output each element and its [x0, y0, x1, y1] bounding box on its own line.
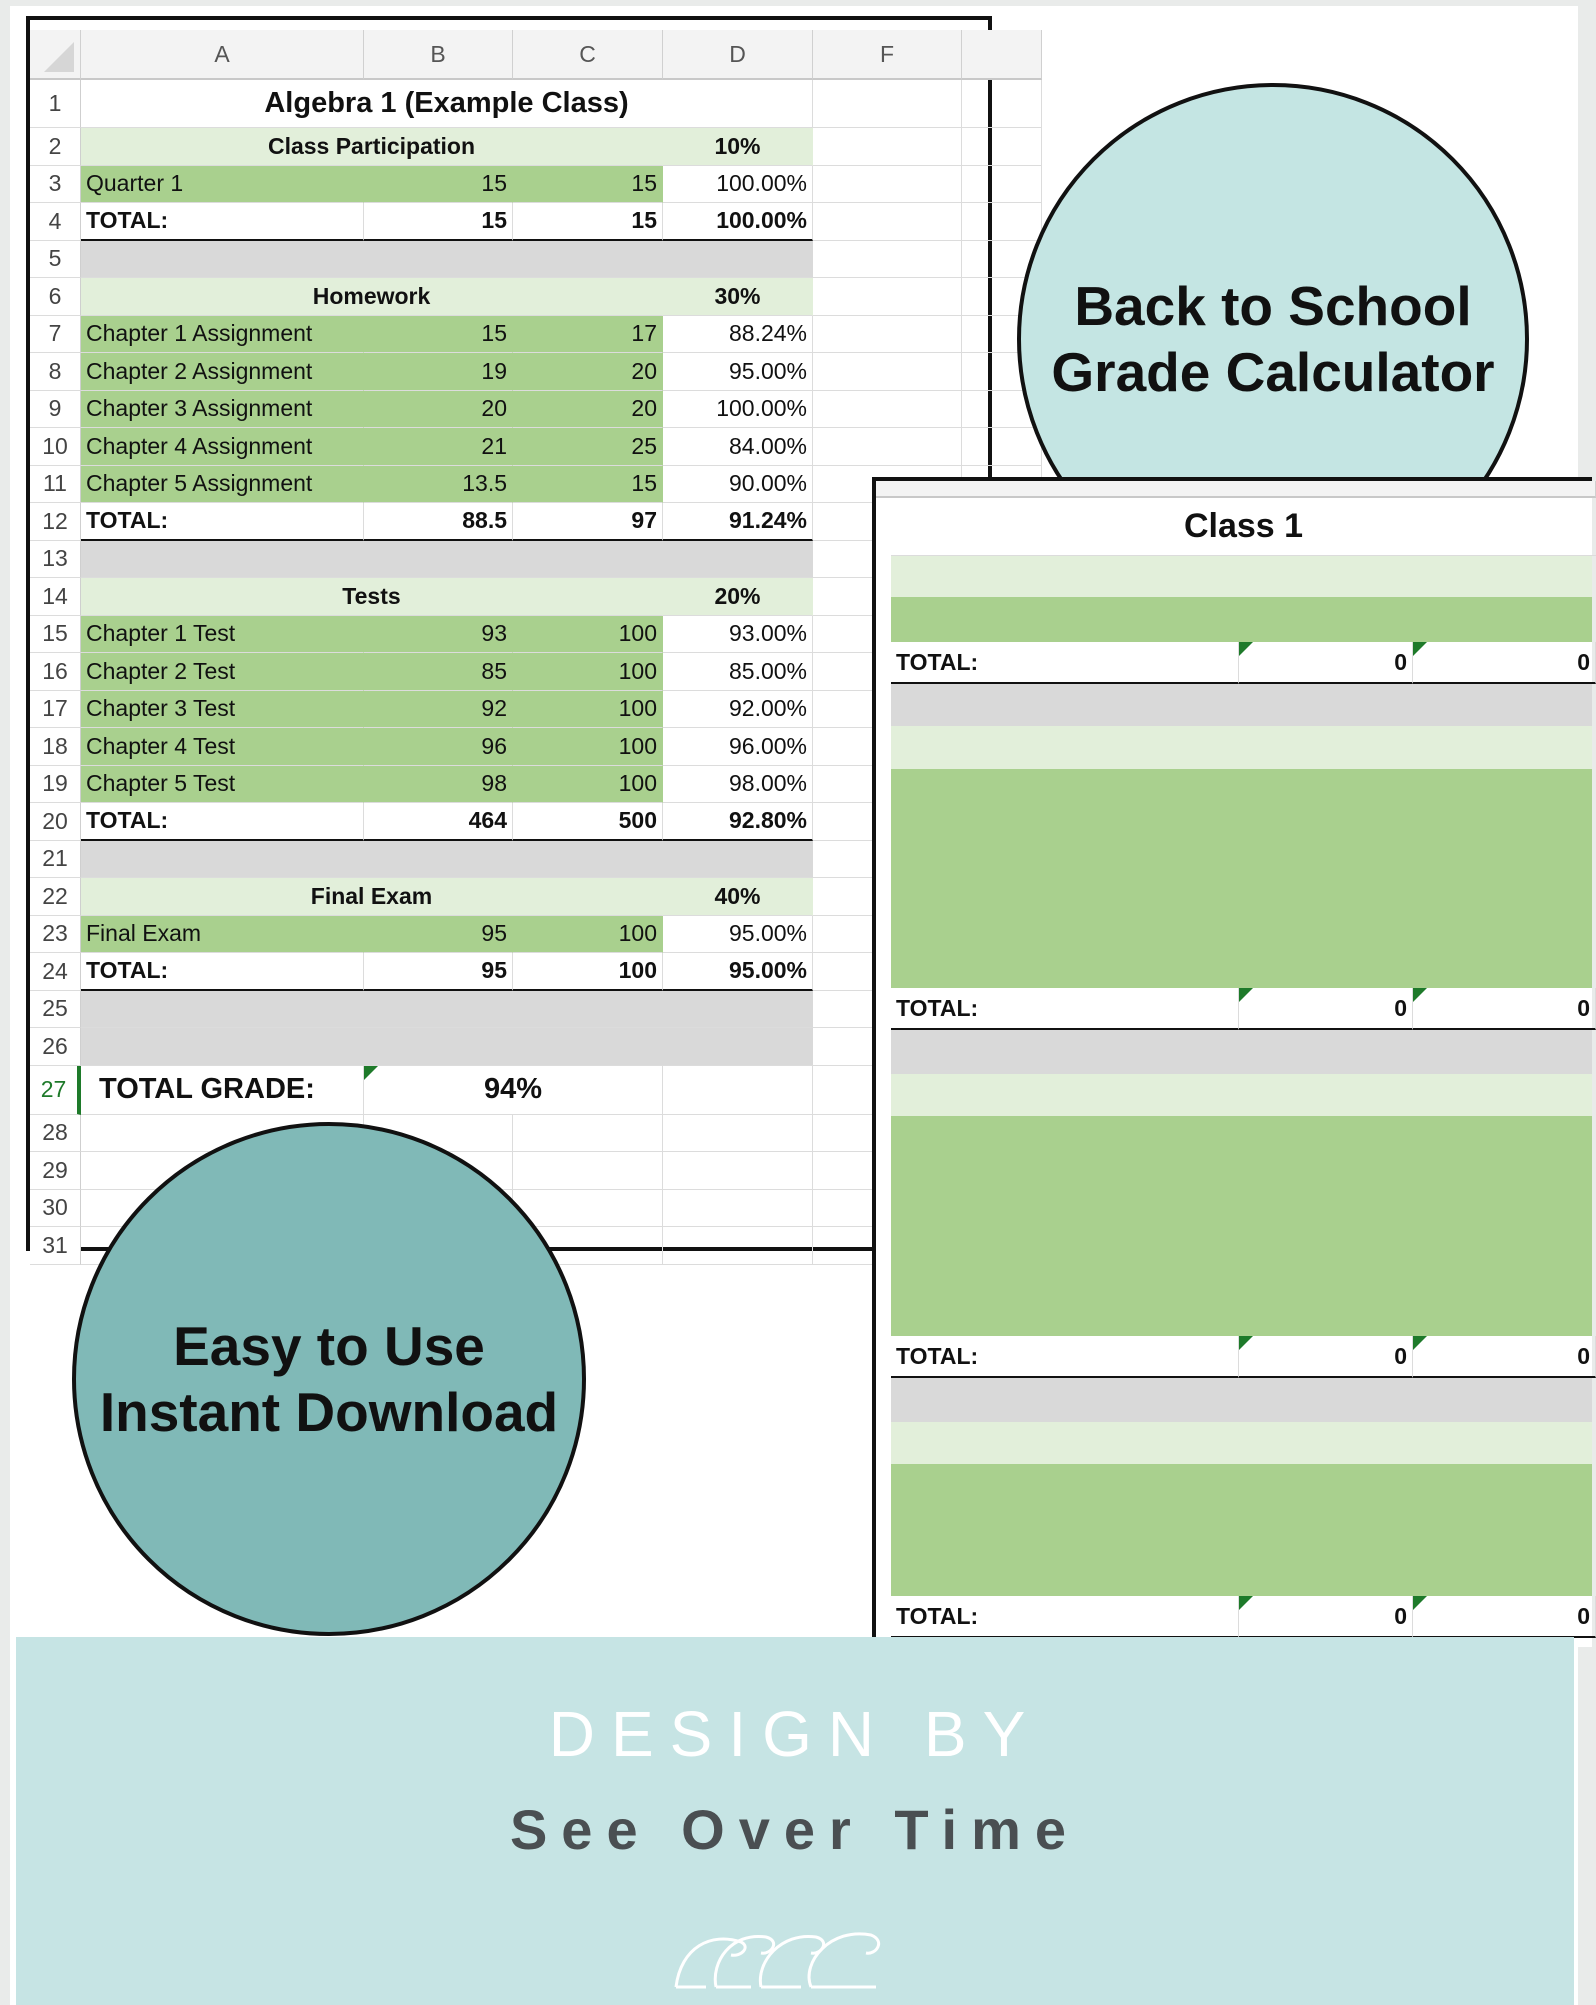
badge-line-1: Easy to Use: [173, 1315, 485, 1377]
points-earned[interactable]: 15: [364, 166, 513, 204]
empty-cell-g[interactable]: [962, 128, 1042, 166]
empty-cell-f[interactable]: [813, 241, 962, 279]
row-number[interactable]: 10: [30, 428, 81, 466]
empty-cell-g[interactable]: [962, 428, 1042, 466]
item-name[interactable]: Chapter 2 Assignment: [81, 353, 364, 391]
row-number[interactable]: 26: [30, 1028, 81, 1066]
total-earned[interactable]: 88.5: [364, 503, 513, 541]
total-earned[interactable]: 0: [1239, 1596, 1413, 1638]
empty-cell[interactable]: [513, 1190, 663, 1228]
empty-cell[interactable]: [663, 1227, 813, 1265]
total-earned[interactable]: 0: [1239, 642, 1413, 684]
section-label[interactable]: Final Exam: [81, 878, 663, 916]
row-number[interactable]: 12: [30, 503, 81, 541]
item-percent[interactable]: 95.00%: [663, 353, 813, 391]
section-label[interactable]: Class Participation: [81, 128, 663, 166]
example-class-spreadsheet: [26, 16, 992, 1258]
points-possible[interactable]: 100: [513, 653, 663, 691]
row-number[interactable]: 23: [30, 916, 81, 954]
row-number[interactable]: 27: [30, 1066, 81, 1115]
total-grade-label[interactable]: TOTAL GRADE:: [81, 1066, 364, 1115]
row-number[interactable]: 29: [30, 1152, 81, 1190]
points-earned[interactable]: 98: [364, 766, 513, 804]
column-header-b[interactable]: B: [364, 30, 513, 80]
empty-cell[interactable]: [513, 1115, 663, 1153]
category-band: [891, 726, 1592, 769]
total-label[interactable]: TOTAL:: [81, 503, 364, 541]
spacer-row[interactable]: [81, 991, 813, 1029]
footer-banner: [16, 1637, 1574, 2005]
row-number[interactable]: 15: [30, 616, 81, 654]
empty-cell[interactable]: [663, 1066, 813, 1115]
item-percent[interactable]: 85.00%: [663, 653, 813, 691]
spacer-row[interactable]: [81, 541, 813, 579]
item-percent[interactable]: 98.00%: [663, 766, 813, 804]
points-possible[interactable]: 100: [513, 691, 663, 729]
row-number[interactable]: 19: [30, 766, 81, 804]
empty-cell[interactable]: [513, 1152, 663, 1190]
points-earned[interactable]: 92: [364, 691, 513, 729]
empty-cell-f[interactable]: [813, 316, 962, 354]
empty-cell[interactable]: [663, 1152, 813, 1190]
comment-indicator-icon: [1413, 1596, 1427, 1610]
row-number[interactable]: 11: [30, 466, 81, 504]
comment-indicator-icon: [1413, 1336, 1427, 1350]
item-percent[interactable]: 84.00%: [663, 428, 813, 466]
empty-cell-f[interactable]: [813, 278, 962, 316]
row-number[interactable]: 1: [30, 80, 81, 128]
item-percent[interactable]: 100.00%: [663, 391, 813, 429]
points-earned[interactable]: 95: [364, 916, 513, 954]
points-possible[interactable]: 20: [513, 391, 663, 429]
empty-cell-f[interactable]: [813, 203, 962, 241]
item-name[interactable]: Chapter 3 Test: [81, 691, 364, 729]
row-number[interactable]: 25: [30, 991, 81, 1029]
points-earned[interactable]: 13.5: [364, 466, 513, 504]
total-label[interactable]: TOTAL:: [81, 953, 364, 991]
comment-indicator-icon: [1413, 642, 1427, 656]
row-number[interactable]: 14: [30, 578, 81, 616]
row-number[interactable]: 13: [30, 541, 81, 579]
item-percent[interactable]: 93.00%: [663, 616, 813, 654]
total-possible[interactable]: 100: [513, 953, 663, 991]
column-header-c[interactable]: C: [513, 30, 663, 80]
row-number[interactable]: 22: [30, 878, 81, 916]
item-name[interactable]: Chapter 1 Test: [81, 616, 364, 654]
total-label[interactable]: TOTAL:: [891, 988, 1239, 1030]
row-number[interactable]: 21: [30, 841, 81, 879]
category-band: [891, 1378, 1592, 1422]
points-earned[interactable]: 85: [364, 653, 513, 691]
sheet-title[interactable]: Algebra 1 (Example Class): [81, 80, 813, 128]
empty-cell-f[interactable]: [813, 166, 962, 204]
points-possible[interactable]: 15: [513, 166, 663, 204]
design-by-label: DESIGN BY: [548, 1698, 1042, 1770]
row-number[interactable]: 24: [30, 953, 81, 991]
item-percent[interactable]: 92.00%: [663, 691, 813, 729]
section-label[interactable]: Tests: [81, 578, 663, 616]
comment-indicator-icon: [1239, 1336, 1253, 1350]
points-possible[interactable]: 100: [513, 916, 663, 954]
points-possible[interactable]: 100: [513, 766, 663, 804]
points-possible[interactable]: 20: [513, 353, 663, 391]
class-1-template-sheet: [872, 477, 1592, 1647]
total-label[interactable]: TOTAL:: [891, 1596, 1239, 1638]
wave-logo-icon: [671, 1927, 931, 1989]
total-percent[interactable]: 91.24%: [663, 503, 813, 541]
item-percent[interactable]: 96.00%: [663, 728, 813, 766]
category-band: [891, 556, 1592, 597]
points-possible[interactable]: 25: [513, 428, 663, 466]
empty-cell[interactable]: [663, 1190, 813, 1228]
category-band: [891, 1116, 1592, 1336]
spacer-row[interactable]: [81, 841, 813, 879]
total-percent[interactable]: 100.00%: [663, 203, 813, 241]
item-name[interactable]: Quarter 1: [81, 166, 364, 204]
points-earned[interactable]: 15: [364, 316, 513, 354]
section-label[interactable]: Homework: [81, 278, 663, 316]
item-name[interactable]: Chapter 4 Test: [81, 728, 364, 766]
total-possible[interactable]: 0: [1413, 1596, 1596, 1638]
total-possible[interactable]: 0: [1413, 642, 1596, 684]
total-label[interactable]: TOTAL:: [81, 203, 364, 241]
row-number[interactable]: 3: [30, 166, 81, 204]
points-earned[interactable]: 96: [364, 728, 513, 766]
points-earned[interactable]: 93: [364, 616, 513, 654]
row-number[interactable]: 7: [30, 316, 81, 354]
total-possible[interactable]: 0: [1413, 988, 1596, 1030]
item-name[interactable]: Final Exam: [81, 916, 364, 954]
item-name[interactable]: Chapter 1 Assignment: [81, 316, 364, 354]
category-band: [891, 1422, 1592, 1464]
easy-to-use-badge: [72, 1122, 586, 1636]
total-earned[interactable]: 0: [1239, 988, 1413, 1030]
badge-line-2: Grade Calculator: [1051, 341, 1495, 403]
total-earned[interactable]: 464: [364, 803, 513, 841]
total-grade-value[interactable]: 94%: [364, 1066, 663, 1115]
comment-indicator-icon: [1239, 1596, 1253, 1610]
comment-indicator-icon: [1239, 642, 1253, 656]
select-all-corner[interactable]: [30, 30, 81, 80]
comment-indicator-icon: [1413, 988, 1427, 1002]
total-earned[interactable]: 95: [364, 953, 513, 991]
points-possible[interactable]: 17: [513, 316, 663, 354]
brand-name: See Over Time: [509, 1798, 1081, 1861]
row-number[interactable]: 28: [30, 1115, 81, 1153]
row-number[interactable]: 16: [30, 653, 81, 691]
empty-cell-g[interactable]: [962, 166, 1042, 204]
spacer-row[interactable]: [81, 1028, 813, 1066]
row-number[interactable]: 5: [30, 241, 81, 279]
column-header-strip: [876, 481, 1596, 498]
badge-line-2: Instant Download: [99, 1381, 559, 1443]
points-possible[interactable]: 100: [513, 616, 663, 654]
empty-cell-g[interactable]: [962, 203, 1042, 241]
item-name[interactable]: Chapter 3 Assignment: [81, 391, 364, 429]
comment-indicator-icon: [1239, 988, 1253, 1002]
row-number[interactable]: 31: [30, 1227, 81, 1265]
section-weight[interactable]: 40%: [663, 878, 813, 916]
total-label[interactable]: TOTAL:: [891, 1336, 1239, 1378]
empty-cell-f[interactable]: [813, 353, 962, 391]
empty-cell[interactable]: [663, 1115, 813, 1153]
total-label[interactable]: TOTAL:: [81, 803, 364, 841]
points-earned[interactable]: 19: [364, 353, 513, 391]
section-weight[interactable]: 30%: [663, 278, 813, 316]
points-possible[interactable]: 15: [513, 466, 663, 504]
column-header-d[interactable]: D: [663, 30, 813, 80]
item-name[interactable]: Chapter 5 Test: [81, 766, 364, 804]
row-number[interactable]: 6: [30, 278, 81, 316]
total-percent[interactable]: 92.80%: [663, 803, 813, 841]
column-header-a[interactable]: A: [81, 30, 364, 80]
item-percent[interactable]: 88.24%: [663, 316, 813, 354]
category-band: [891, 684, 1592, 726]
total-earned[interactable]: 15: [364, 203, 513, 241]
total-possible[interactable]: 0: [1413, 1336, 1596, 1378]
total-possible[interactable]: 97: [513, 503, 663, 541]
section-weight[interactable]: 20%: [663, 578, 813, 616]
category-band: [891, 597, 1592, 642]
panel-title: Class 1: [891, 498, 1596, 556]
row-number[interactable]: 9: [30, 391, 81, 429]
total-label[interactable]: TOTAL:: [891, 642, 1239, 684]
item-percent[interactable]: 95.00%: [663, 916, 813, 954]
badge-line-1: Back to School: [1074, 275, 1472, 337]
item-name[interactable]: Chapter 4 Assignment: [81, 428, 364, 466]
row-number[interactable]: 4: [30, 203, 81, 241]
category-band: [891, 1464, 1592, 1596]
category-band: [891, 1029, 1592, 1074]
total-possible[interactable]: 500: [513, 803, 663, 841]
item-name[interactable]: Chapter 5 Assignment: [81, 466, 364, 504]
category-band: [891, 1074, 1592, 1116]
page: [10, 6, 1590, 2005]
comment-indicator-icon: [364, 1066, 378, 1080]
empty-cell-f[interactable]: [813, 128, 962, 166]
item-name[interactable]: Chapter 2 Test: [81, 653, 364, 691]
total-percent[interactable]: 95.00%: [663, 953, 813, 991]
row-number[interactable]: 8: [30, 353, 81, 391]
category-band: [891, 769, 1592, 988]
row-number[interactable]: 20: [30, 803, 81, 841]
total-earned[interactable]: 0: [1239, 1336, 1413, 1378]
empty-cell-f[interactable]: [813, 391, 962, 429]
total-possible[interactable]: 15: [513, 203, 663, 241]
points-possible[interactable]: 100: [513, 728, 663, 766]
points-earned[interactable]: 20: [364, 391, 513, 429]
row-number[interactable]: 17: [30, 691, 81, 729]
empty-cell-g[interactable]: [962, 80, 1042, 128]
column-header-f[interactable]: F: [813, 30, 962, 80]
empty-cell-f[interactable]: [813, 80, 962, 128]
item-percent[interactable]: 100.00%: [663, 166, 813, 204]
row-number[interactable]: 30: [30, 1190, 81, 1228]
item-percent[interactable]: 90.00%: [663, 466, 813, 504]
section-weight[interactable]: 10%: [663, 128, 813, 166]
column-header-g[interactable]: [962, 30, 1042, 80]
row-number[interactable]: 18: [30, 728, 81, 766]
empty-cell-f[interactable]: [813, 428, 962, 466]
spacer-row[interactable]: [81, 241, 813, 279]
points-earned[interactable]: 21: [364, 428, 513, 466]
row-number[interactable]: 2: [30, 128, 81, 166]
